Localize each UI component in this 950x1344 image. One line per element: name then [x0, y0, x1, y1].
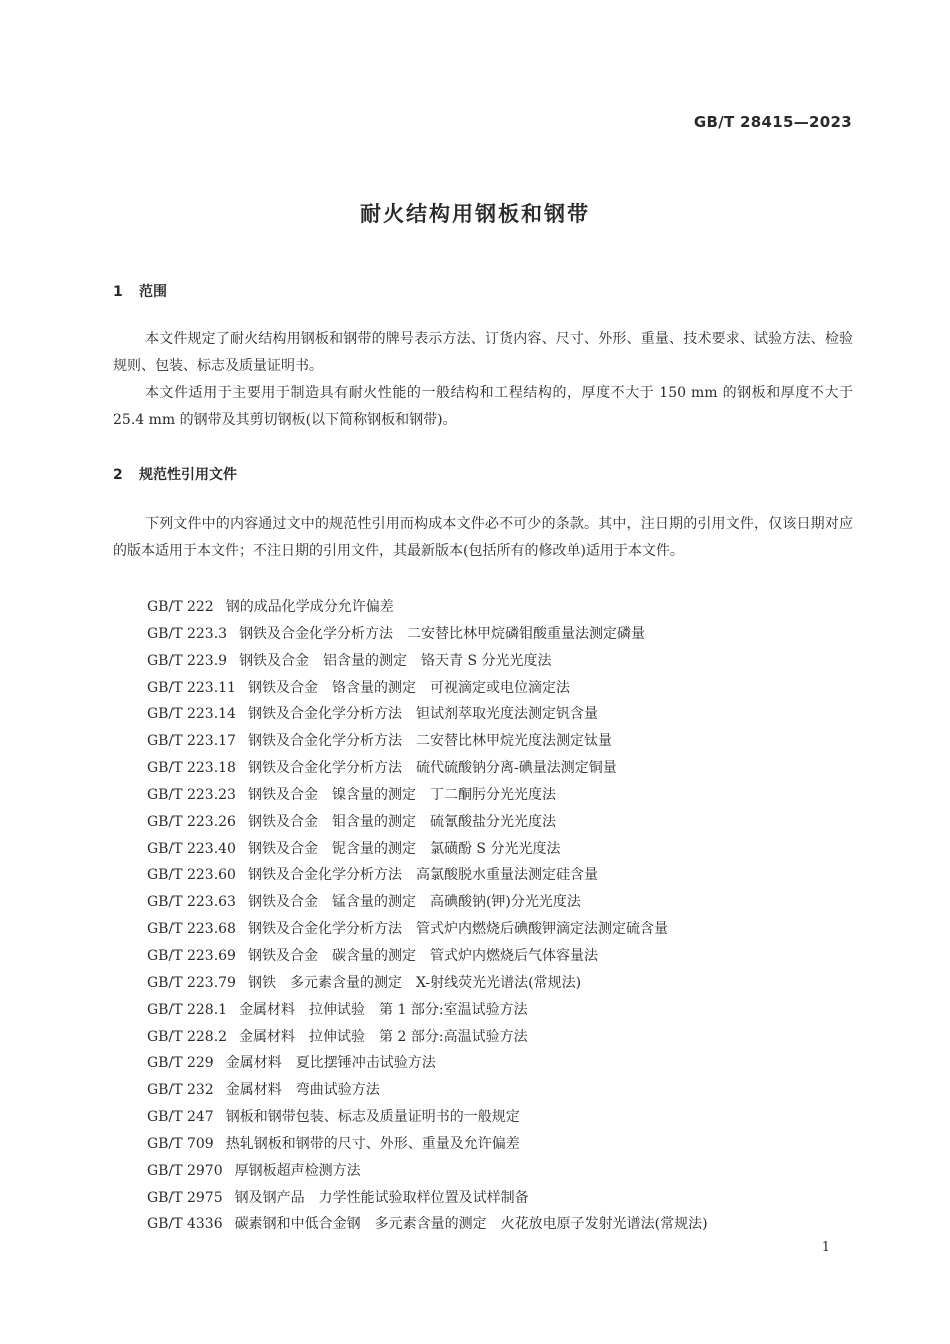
reference-code: GB/T 228.1	[147, 1001, 228, 1018]
reference-title: 钢铁及合金化学分析方法 高氯酸脱水重量法测定硅含量	[247, 867, 598, 884]
normative-references-intro: 下列文件中的内容通过文中的规范性引用而构成本文件必不可少的条款。其中，注日期的引用文件，仅该日期对应的版本适用于本文件；不注日期的引用文件，其最新版本(包括所有的修改单)适用于本文件。	[113, 516, 853, 559]
reference-title: 金属材料 拉伸试验 第 2 部分:高温试验方法	[239, 1028, 528, 1045]
reference-code: GB/T 223.26	[147, 813, 236, 830]
reference-code: GB/T 223.79	[147, 974, 236, 991]
reference-title: 钢的成品化学成分允许偏差	[225, 599, 394, 615]
reference-title: 钢板和钢带包装、标志及质量证明书的一般规定	[225, 1109, 520, 1126]
reference-code: GB/T 223.23	[147, 786, 236, 803]
section-1-heading	[113, 281, 167, 301]
reference-code: GB/T 228.2	[147, 1028, 228, 1045]
reference-title: 金属材料 夏比摆锤冲击试验方法	[225, 1055, 436, 1072]
reference-code: GB/T 223.9	[147, 652, 228, 669]
section-2-heading	[113, 464, 237, 484]
reference-title: 钢铁 多元素含量的测定 X-射线荧光光谱法(常规法)	[247, 974, 582, 991]
reference-item	[147, 916, 708, 943]
reference-code: GB/T 222	[147, 599, 214, 615]
reference-title: 钢铁及合金 铬含量的测定 可视滴定或电位滴定法	[247, 679, 570, 696]
reference-code: GB/T 229	[147, 1055, 214, 1072]
reference-item	[147, 621, 708, 648]
reference-item	[147, 862, 708, 889]
reference-code: GB/T 223.63	[147, 894, 236, 911]
reference-item	[147, 997, 708, 1024]
reference-item	[147, 836, 708, 863]
reference-title: 厚钢板超声检测方法	[234, 1162, 361, 1179]
reference-title: 钢铁及合金 钼含量的测定 硫氰酸盐分光光度法	[247, 813, 556, 830]
reference-code: GB/T 223.14	[147, 706, 236, 723]
reference-item	[147, 889, 708, 916]
reference-code: GB/T 4336	[147, 1216, 223, 1233]
reference-title: 钢铁及合金 镍含量的测定 丁二酮肟分光光度法	[247, 786, 556, 803]
reference-title: 钢铁及合金 锰含量的测定 高碘酸钠(钾)分光光度法	[247, 894, 581, 911]
reference-title: 钢铁及合金 铝含量的测定 铬天青 S 分光光度法	[239, 652, 552, 669]
reference-code: GB/T 2975	[147, 1189, 223, 1206]
reference-item	[147, 1158, 708, 1185]
reference-code: GB/T 709	[147, 1135, 214, 1152]
reference-item	[147, 594, 708, 621]
reference-item	[147, 943, 708, 970]
reference-item	[147, 1131, 708, 1158]
reference-title: 钢铁及合金化学分析方法 管式炉内燃烧后碘酸钾滴定法测定硫含量	[247, 921, 668, 938]
reference-title: 碳素钢和中低合金钢 多元素含量的测定 火花放电原子发射光谱法(常规法)	[234, 1216, 708, 1233]
reference-code: GB/T 223.68	[147, 921, 236, 938]
reference-title: 钢及钢产品 力学性能试验取样位置及试样制备	[234, 1189, 529, 1206]
reference-item	[147, 701, 708, 728]
reference-code: GB/T 223.40	[147, 840, 236, 857]
document-title: 耐火结构用钢板和钢带	[360, 202, 590, 226]
reference-code: GB/T 223.69	[147, 947, 236, 964]
reference-item	[147, 648, 708, 675]
reference-code: GB/T 223.11	[147, 679, 236, 696]
section-heading-text: 范围	[139, 284, 167, 300]
page-number: 1	[821, 1240, 830, 1255]
reference-title: 钢铁及合金化学分析方法 二安替比林甲烷光度法测定钛量	[247, 733, 612, 750]
reference-title: 热轧钢板和钢带的尺寸、外形、重量及允许偏差	[225, 1135, 520, 1152]
reference-code: GB/T 223.18	[147, 760, 236, 777]
reference-item	[147, 675, 708, 702]
reference-item	[147, 782, 708, 809]
reference-item	[147, 1024, 708, 1051]
reference-item	[147, 1077, 708, 1104]
reference-item	[147, 1050, 708, 1077]
reference-item	[147, 970, 708, 997]
reference-title: 钢铁及合金化学分析方法 硫代硫酸钠分离-碘量法测定铜量	[247, 760, 617, 777]
section-heading-text: 规范性引用文件	[139, 467, 237, 483]
reference-code: GB/T 247	[147, 1109, 214, 1126]
reference-item	[147, 809, 708, 836]
standard-code: GB/T 28415—2023	[693, 113, 852, 131]
reference-item	[147, 755, 708, 782]
reference-item	[147, 728, 708, 755]
reference-code: GB/T 223.3	[147, 625, 228, 642]
section-number: 1	[113, 284, 123, 300]
scope-paragraph-2: 本文件适用于主要用于制造具有耐火性能的一般结构和工程结构的，厚度不大于 150 mm 的钢板和厚度不大于 25.4 mm 的钢带及其剪切钢板(以下简称钢板和钢带)。	[113, 385, 853, 428]
section-number: 2	[113, 467, 123, 483]
reference-title: 钢铁及合金化学分析方法 钽试剂萃取光度法测定钒含量	[247, 706, 598, 723]
reference-item	[147, 1211, 708, 1238]
reference-title: 钢铁及合金 铌含量的测定 氯磺酚 S 分光光度法	[247, 840, 561, 857]
reference-code: GB/T 223.17	[147, 733, 236, 750]
reference-item	[147, 1104, 708, 1131]
scope-paragraph-1: 本文件规定了耐火结构用钢板和钢带的牌号表示方法、订货内容、尺寸、外形、重量、技术要求、试验方法、检验规则、包装、标志及质量证明书。	[113, 331, 853, 374]
reference-title: 金属材料 拉伸试验 第 1 部分:室温试验方法	[239, 1001, 528, 1018]
reference-list	[147, 594, 708, 1238]
reference-code: GB/T 223.60	[147, 867, 236, 884]
reference-title: 钢铁及合金化学分析方法 二安替比林甲烷磷钼酸重量法测定磷量	[239, 625, 646, 642]
reference-title: 金属材料 弯曲试验方法	[225, 1082, 380, 1099]
reference-code: GB/T 2970	[147, 1162, 223, 1179]
reference-item	[147, 1185, 708, 1212]
reference-code: GB/T 232	[147, 1082, 214, 1099]
reference-title: 钢铁及合金 碳含量的测定 管式炉内燃烧后气体容量法	[247, 947, 598, 964]
